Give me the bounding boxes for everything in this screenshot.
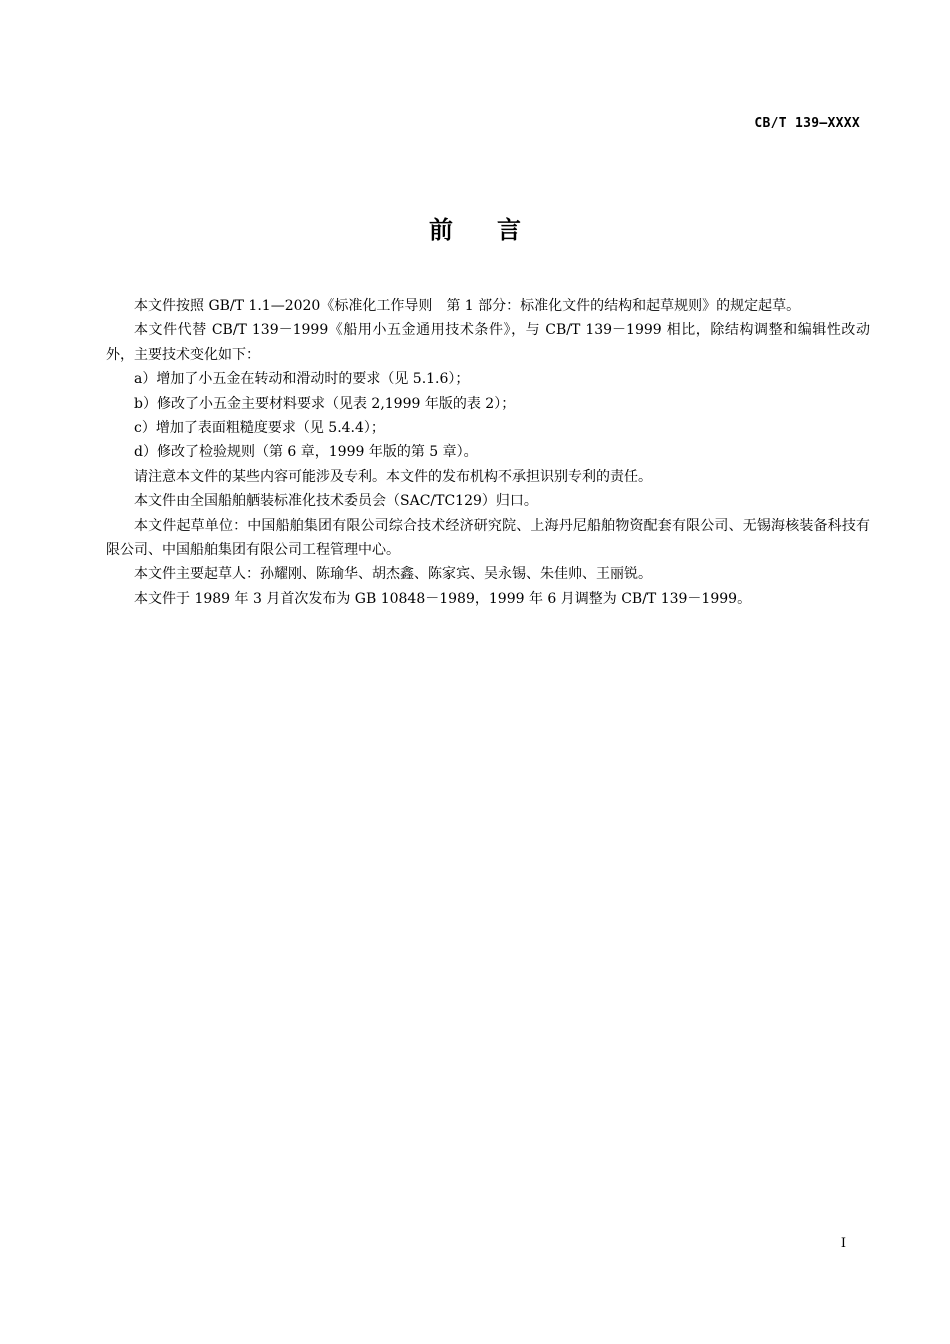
paragraph-drafting-rules: 本文件按照 GB/T 1.1—2020《标准化工作导则 第 1 部分：标准化文件的结构和起草规则》的规定起草。 <box>134 298 801 314</box>
list-item-change-c: c）增加了表面粗糙度要求（见 5.4.4）； <box>134 420 385 437</box>
paragraph-history: 本文件于 1989 年 3 月首次发布为 GB 10848－1989，1999 年 6 月调整为 CB/T 139－1999。 <box>134 590 752 607</box>
list-item-change-b: b）修改了小五金主要材料要求（见表 2,1999 年版的表 2）； <box>134 395 516 412</box>
paragraph-replacement: 本文件代替 CB/T 139－1999《船用小五金通用技术条件》，与 CB/T 139－1999 相比，除结构调整和编辑性改动外，主要技术变化如下： <box>106 322 870 363</box>
page-title: 前言 <box>429 216 565 244</box>
paragraph-committee: 本文件由全国船舶舾装标准化技术委员会（SAC/TC129）归口。 <box>134 493 538 510</box>
list-item-change-a: a）增加了小五金在转动和滑动时的要求（见 5.1.6）； <box>134 371 470 388</box>
paragraph-drafting-units: 本文件起草单位：中国船舶集团有限公司综合技术经济研究院、上海丹尼船舶物资配套有限公司、无锡海核装备科技有限公司、中国船舶集团有限公司工程管理中心。 <box>106 517 870 559</box>
page-number: I <box>840 1236 846 1251</box>
list-item-change-d: d）修改了检验规则（第 6 章，1999 年版的第 5 章）。 <box>134 444 478 461</box>
paragraph-patent-notice: 请注意本文件的某些内容可能涉及专利。本文件的发布机构不承担识别专利的责任。 <box>134 468 652 485</box>
document-code: CB/T 139—XXXX <box>754 116 860 131</box>
paragraph-drafters: 本文件主要起草人：孙耀刚、陈瑜华、胡杰鑫、陈家宾、吴永锡、朱佳帅、王丽锐。 <box>134 566 652 583</box>
foreword-body <box>106 294 870 611</box>
